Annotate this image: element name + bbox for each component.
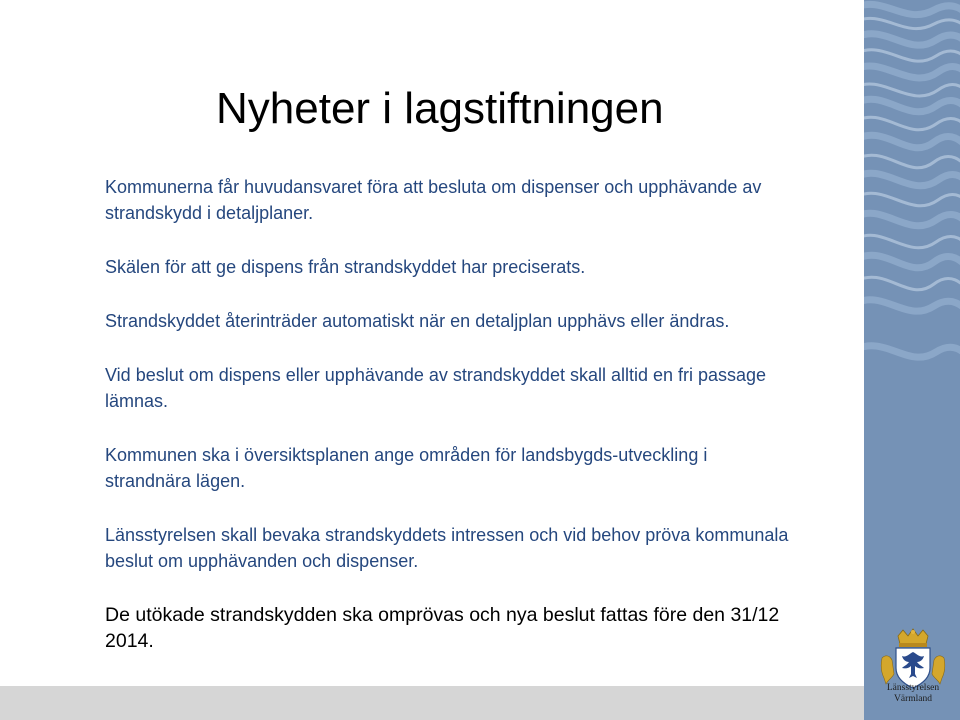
crown-icon bbox=[898, 629, 928, 647]
bullet-item: Vid beslut om dispens eller upphävande av strandskyddet skall alltid en fri passage lämnas. bbox=[105, 365, 767, 411]
side-panel bbox=[864, 0, 960, 720]
footer-band bbox=[0, 686, 864, 720]
bullet-list bbox=[105, 174, 795, 682]
slide-title: Nyheter i lagstiftningen bbox=[216, 84, 664, 133]
logo-line-1: Länsstyrelsen bbox=[886, 683, 940, 693]
bullet-item: Kommunen ska i översiktsplanen ange områden för landsbygds-utveckling i strandnära lägen. bbox=[105, 445, 708, 491]
logo-line-2: Värmland bbox=[894, 694, 932, 704]
bullet-item: Länsstyrelsen skall bevaka strandskyddets intressen och vid behov pröva kommunala beslut om upphävanden och dispenser. bbox=[105, 525, 789, 571]
bullet-item: Strandskyddet återinträder automatiskt när en detaljplan upphävs eller ändras. bbox=[105, 311, 730, 331]
bullet-item: Kommunerna får huvudansvaret föra att besluta om dispenser och upphävande av strandskydd i detaljplaner. bbox=[105, 177, 762, 223]
wave-pattern-icon bbox=[864, 0, 960, 720]
bullet-item: De utökade strandskydden ska omprövas och nya beslut fattas före den 31/12 2014. bbox=[105, 604, 780, 652]
bullet-item: Skälen för att ge dispens från strandskyddet har preciserats. bbox=[105, 257, 586, 277]
logo-text bbox=[872, 683, 954, 705]
